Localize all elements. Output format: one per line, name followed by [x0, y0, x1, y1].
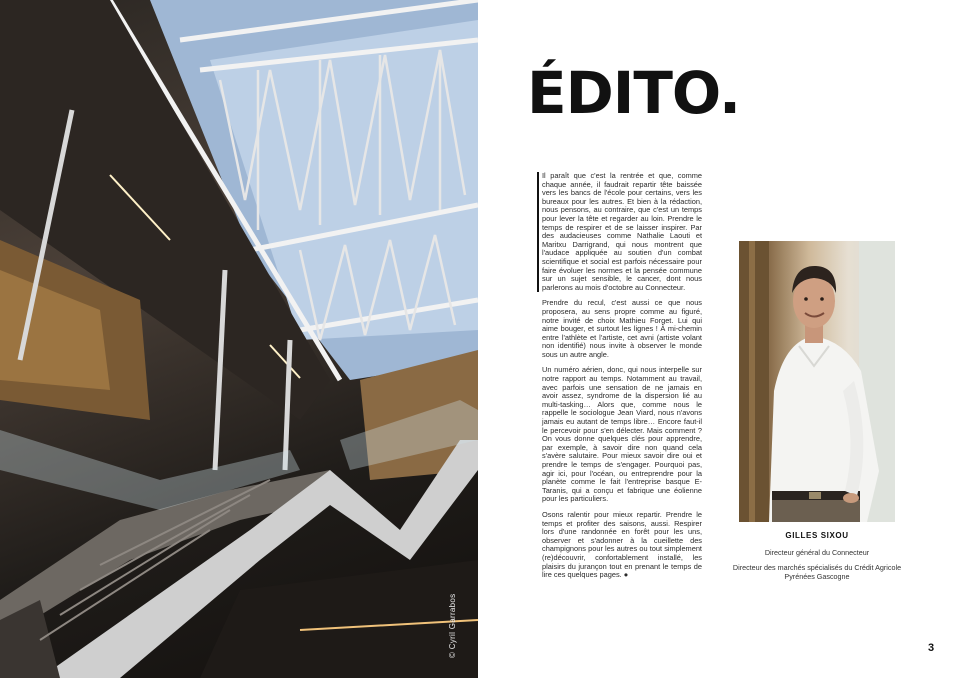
paragraph: Un numéro aérien, donc, qui nous interpelle sur notre rapport au temps. Notamment au travail, avec parfois une sensation de ne jamais en avoir assez, syndrome de la dispersion lié au multi-tasking… Alors que, comme nous le rappelle le sociologue Jean Viard, nous n'avons jamais eu autant de temps libre… Encore faut-il le percevoir pour s'en délecter. Mais comment ? On vous donne quelques clés pour apprendre, par exemple, à savoir dire non quand cela s'avère salutaire. Pour mieux savoir dire oui et prendre le temps de s'engager. Pourquoi pas, agir ici, pour l'océan, ou entreprendre pour la planète comme le fait l'entreprise basque E-Taranis, qui a conçu et fabrique une éolienne pour les particuliers. [542, 365, 702, 504]
author-role-primary: Directeur général du Connecteur [764, 548, 870, 557]
photo-credit: © Cyril Garrabos [448, 593, 457, 658]
paragraph: Il paraît que c'est la rentrée et que, comme chaque année, il faudrait repartir tête baissée vers les bancs de l'école pour certains, vers les bureaux pour les autres. Et bien à la rédaction, nous pensons, au contraire, que c'est un temps pour lever la tête et regarder au loin. Prendre le temps de respirer et de se laisser inspirer. Par des audacieuses comme Nathalie Laouti et Maritxu Darrigrand, qui nous montrent que l'audace appliquée au soutien d'un combat scientifique et social est parfois nécessaire pour faire évoluer les normes et la pensée commune sur un sujet sensible, le cancer, dont nous parlerons au mois d'octobre au Connecteur. [537, 172, 702, 292]
atrium-photo [0, 0, 478, 678]
portrait-illustration [739, 241, 895, 522]
editorial-body [542, 172, 702, 587]
author-portrait [739, 241, 895, 522]
page-title: ÉDITO. [527, 59, 740, 127]
author-role-secondary: Directeur des marchés spécialisés du Crédit Agricole Pyrénées Gascogne [732, 563, 902, 581]
paragraph: Prendre du recul, c'est aussi ce que nous proposera, au sens propre comme au figuré, notre invité de choix Mathieu Forget. Lui qui aime bouger, et surtout les lignes ! À mi-chemin entre l'athlète et l'artiste, cet avni (artiste volant non identifié) nous invite à observer le monde sous un autre angle. [542, 298, 702, 359]
page-number: 3 [928, 642, 935, 654]
paragraph: Osons ralentir pour mieux repartir. Prendre le temps et profiter des saisons, aussi. Respirer lors d'une randonnée en forêt pour les uns, observer et s'adonner à la cueillette des champignons pour les autres ou tout simplement (re)découvrir, confortablement installé, les plaisirs du jurançon tout en prenant le temps de lire ces quelques pages. ● [542, 509, 702, 580]
author-name: GILLES SIXOU [785, 531, 849, 540]
atrium-illustration [0, 0, 478, 678]
